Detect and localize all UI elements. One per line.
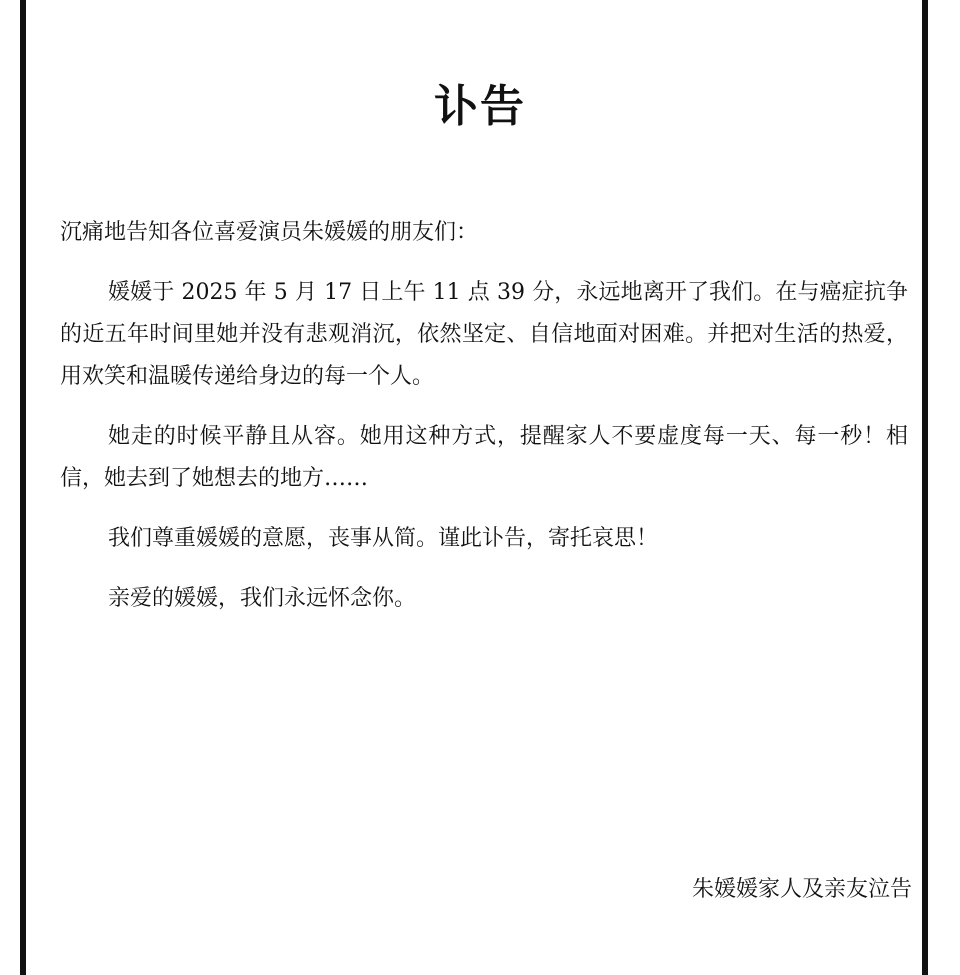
document-body bbox=[60, 212, 908, 638]
document-title: 讣告 bbox=[434, 81, 526, 133]
salutation-line: 沉痛地告知各位喜爱演员朱媛媛的朋友们： bbox=[60, 220, 479, 245]
paragraph-4: 亲爱的媛媛，我们永远怀念你。 bbox=[108, 586, 417, 611]
paragraph-1: 媛媛于 2025 年 5 月 17 日上午 11 点 39 分，永远地离开了我们。在与癌症抗争的近五年时间里她并没有悲观消沉，依然坚定、自信地面对困难。并把对生活的热爱，用欢笑和温暖传递给身边的每一个人。 bbox=[60, 280, 908, 389]
paragraph-2: 她走的时候平静且从容。她用这种方式，提醒家人不要虚度每一天、每一秒！相信，她去到了她想去的地方…… bbox=[60, 424, 908, 491]
signature-line: 朱媛媛家人及亲友泣告 bbox=[691, 877, 912, 902]
paragraph-3: 我们尊重媛媛的意愿，丧事从简。谨此讣告，寄托哀思！ bbox=[108, 526, 659, 551]
